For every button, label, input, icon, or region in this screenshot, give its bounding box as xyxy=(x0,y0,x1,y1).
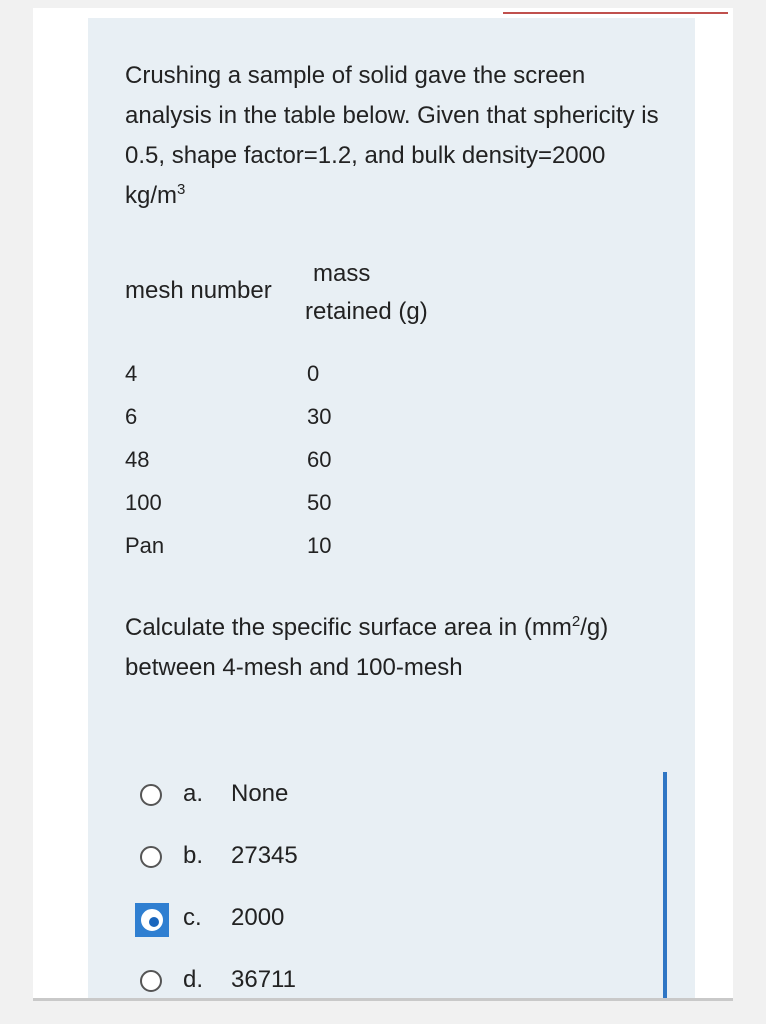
option-label[interactable]: None xyxy=(231,780,289,807)
table-cell-mesh: 4 xyxy=(125,361,138,386)
prompt-text xyxy=(125,608,645,688)
option-label[interactable]: 2000 xyxy=(231,904,285,931)
table-cell-mesh: 6 xyxy=(125,404,138,429)
radio-button-c-selected[interactable] xyxy=(135,903,169,937)
table-cell-mass: 10 xyxy=(307,533,332,558)
option-letter: c. xyxy=(183,904,202,931)
option-label[interactable]: 27345 xyxy=(231,842,298,869)
question-body: Crushing a sample of solid gave the screen analysis in the table below. Given that sphericity is 0.5, shape factor=1.2, and bulk density=2000 kg/m xyxy=(125,62,659,209)
table-header-mass-line2: retained (g) xyxy=(305,298,428,325)
prompt-before: Calculate the specific surface area in (mm xyxy=(125,614,572,641)
table-header-mass-line1: mass xyxy=(313,260,371,287)
table-cell-mesh: 48 xyxy=(125,447,150,472)
top-accent-rule xyxy=(503,12,728,14)
prompt-after: /g) between 4-mesh and 100-mesh xyxy=(125,614,609,681)
radio-button-d[interactable] xyxy=(140,970,162,992)
radio-dot xyxy=(149,917,159,927)
radio-button-b[interactable] xyxy=(140,846,162,868)
option-c[interactable] xyxy=(135,894,435,956)
table-cell-mass: 30 xyxy=(307,404,332,429)
option-label[interactable]: 36711 xyxy=(231,966,296,993)
option-letter: b. xyxy=(183,842,204,869)
option-a[interactable] xyxy=(135,770,435,832)
table-cell-mass: 60 xyxy=(307,447,332,472)
option-letter: d. xyxy=(183,966,204,993)
option-b[interactable] xyxy=(135,832,435,894)
prompt-superscript: 2 xyxy=(571,613,581,630)
option-letter: a. xyxy=(183,780,204,807)
table-cell-mesh: Pan xyxy=(125,533,165,558)
table-header-mass xyxy=(305,255,428,331)
question-text xyxy=(125,56,670,216)
question-superscript: 3 xyxy=(177,181,186,198)
radio-button-a[interactable] xyxy=(140,784,162,806)
radio-ring xyxy=(141,909,163,931)
table-cell-mesh: 100 xyxy=(125,490,162,515)
table-header-mesh: mesh number xyxy=(125,277,272,304)
option-d[interactable] xyxy=(135,956,435,1018)
scrollbar[interactable] xyxy=(663,772,667,998)
table-cell-mass: 50 xyxy=(307,490,332,515)
answer-options xyxy=(135,770,435,1018)
table-cell-mass: 0 xyxy=(307,361,320,386)
